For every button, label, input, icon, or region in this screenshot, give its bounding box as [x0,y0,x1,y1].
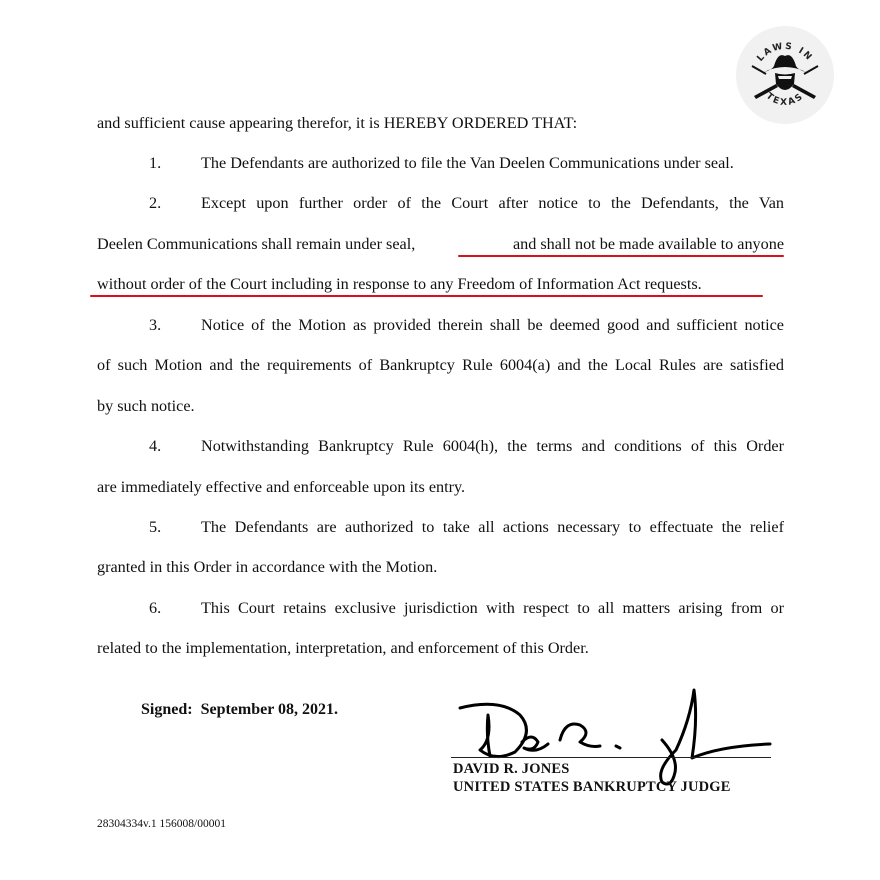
item-2-highlighted-phrase-start: and shall not be made available to anyone [512,235,784,253]
item-2-line-3: without order of the Court including in response to any Freedom of Information Act requests. [97,275,702,293]
item-3-line-2: of such Motion and the requirements of Bankruptcy Rule 6004(a) and the Local Rules are satisfied [97,356,784,374]
signed-date: September 08, 2021. [200,701,339,718]
item-3-line-3: by such notice. [97,397,195,415]
item-2-line-2-start: Deelen Communications shall remain under seal, [97,235,416,253]
item-2-line-2 [97,234,784,254]
item-number: 3. [149,316,162,334]
item-5-line-2: granted in this Order in accordance with the Motion. [97,558,438,576]
item-number: 1. [149,154,162,172]
item-number: 4. [149,437,162,455]
red-highlight-underline [90,295,763,297]
item-number: 6. [149,599,162,617]
item-number: 2. [149,194,162,212]
intro-line: and sufficient cause appearing therefor, it is HEREBY ORDERED THAT: [97,114,578,132]
signed-label: Signed: [141,701,193,718]
item-2-line-1: Except upon further order of the Court after notice to the Defendants, the Van [201,194,784,212]
item-4-line-2: are immediately effective and enforceable upon its entry. [97,478,466,496]
item-number: 5. [149,518,162,536]
item-5-line-1: The Defendants are authorized to take all actions necessary to effectuate the relief [201,518,784,536]
item-4-line-1: Notwithstanding Bankruptcy Rule 6004(h), the terms and conditions of this Order [201,437,784,455]
laws-in-texas-logo [736,26,834,124]
signature-line [451,757,771,758]
svg-text:LAWS IN: LAWS IN [755,41,815,64]
judge-name: DAVID R. JONES [453,761,570,777]
cowboy-bandit-icon [736,26,834,124]
item-3-line-1: Notice of the Motion as provided therein shall be deemed good and sufficient notice [201,316,784,334]
item-1-line-1: The Defendants are authorized to file the Van Deelen Communications under seal. [201,154,734,172]
signed-date-line [141,701,338,719]
red-highlight-underline [458,255,784,257]
judge-title: UNITED STATES BANKRUPTCY JUDGE [453,779,731,795]
item-6-line-2: related to the implementation, interpretation, and enforcement of this Order. [97,639,589,657]
svg-text:TEXAS: TEXAS [763,91,807,108]
item-6-line-1: This Court retains exclusive jurisdiction with respect to all matters arising from or [201,599,784,617]
document-id: 28304334v.1 156008/00001 [97,818,226,830]
